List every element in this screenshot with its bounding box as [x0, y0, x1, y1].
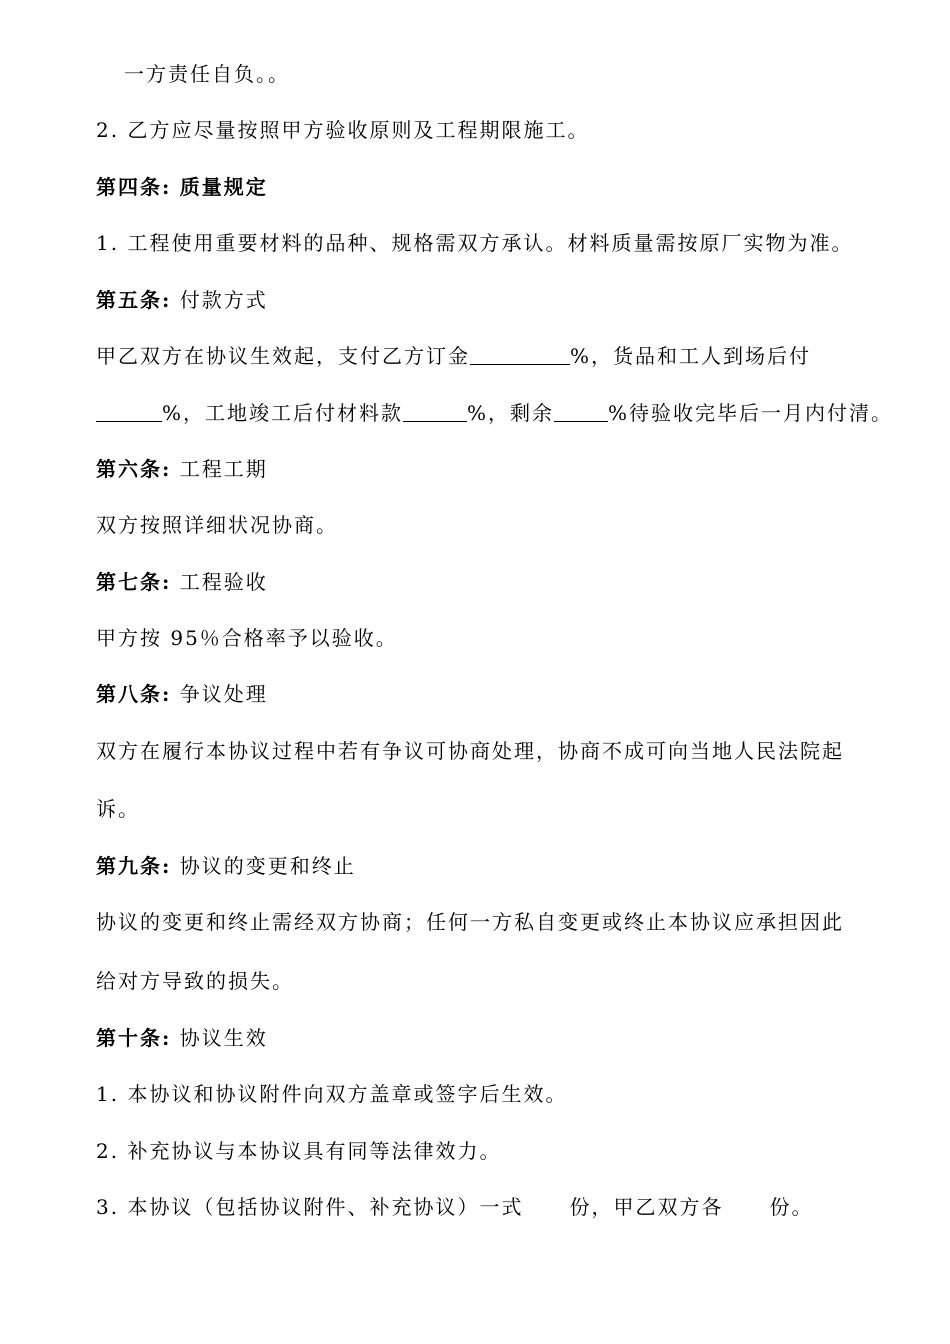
text-run: %，工地竣工后付材料款 — [162, 401, 404, 425]
section-number: 第四条: — [96, 175, 172, 199]
text-run: 甲乙双方在协议生效起，支付乙方订金 — [96, 344, 470, 368]
section-title: 协议生效 — [179, 1026, 268, 1050]
section-title: 工程验收 — [179, 570, 268, 594]
paragraph: 2. 乙方应尽量按照甲方验收原则及工程期限施工。 — [96, 118, 590, 142]
paragraph: 2. 补充协议与本协议具有同等法律效力。 — [96, 1139, 502, 1163]
section-title: 协议的变更和终止 — [179, 854, 356, 878]
text-run: 3. 本协议（包括协议附件、补充协议）一式 — [96, 1195, 524, 1219]
text-run: 份，甲乙双方各 — [569, 1195, 724, 1219]
section-number: 第八条: — [96, 682, 172, 706]
paragraph: 一方责任自负。。 — [124, 62, 290, 86]
paragraph: 甲方按 95％合格率予以验收。 — [96, 626, 398, 650]
section-heading-7 — [96, 570, 268, 594]
text-run: %，货品和工人到场后付 — [570, 344, 812, 368]
section-heading-8 — [96, 682, 268, 706]
section-heading-4 — [96, 175, 268, 199]
blank-arrival-percent — [96, 403, 162, 422]
section-heading-6 — [96, 457, 268, 481]
text-run: %待验收完毕后一月内付清。 — [608, 401, 894, 425]
text-run: %，剩余 — [467, 401, 555, 425]
section-number: 第七条: — [96, 570, 172, 594]
section-title: 争议处理 — [179, 682, 268, 706]
copies-line — [96, 1195, 813, 1219]
text-run: 份。 — [769, 1195, 814, 1219]
paragraph: 1. 工程使用重要材料的品种、规格需双方承认。材料质量需按原厂实物为准。 — [96, 231, 854, 255]
section-number: 第六条: — [96, 457, 172, 481]
paragraph: 1. 本协议和协议附件向双方盖章或签字后生效。 — [96, 1082, 568, 1106]
paragraph: 给对方导致的损失。 — [96, 969, 294, 993]
blank-remaining-percent — [554, 403, 608, 422]
paragraph: 双方在履行本协议过程中若有争议可协商处理，协商不成可向当地人民法院起 — [96, 739, 844, 763]
paragraph: 双方按照详细状况协商。 — [96, 513, 338, 537]
section-title: 付款方式 — [179, 288, 268, 312]
section-heading-10 — [96, 1026, 268, 1050]
paragraph: 协议的变更和终止需经双方协商；任何一方私自变更或终止本协议应承担因此 — [96, 910, 844, 934]
section-title: 工程工期 — [179, 457, 268, 481]
section-heading-5 — [96, 288, 268, 312]
blank-deposit-percent — [470, 346, 570, 365]
section-heading-9 — [96, 854, 356, 878]
payment-line-2 — [96, 401, 893, 425]
paragraph: 诉。 — [96, 797, 140, 821]
section-number: 第九条: — [96, 854, 172, 878]
payment-line-1 — [96, 344, 811, 368]
section-number: 第十条: — [96, 1026, 172, 1050]
section-number: 第五条: — [96, 288, 172, 312]
blank-material-percent — [403, 403, 467, 422]
section-title: 质量规定 — [179, 175, 268, 199]
